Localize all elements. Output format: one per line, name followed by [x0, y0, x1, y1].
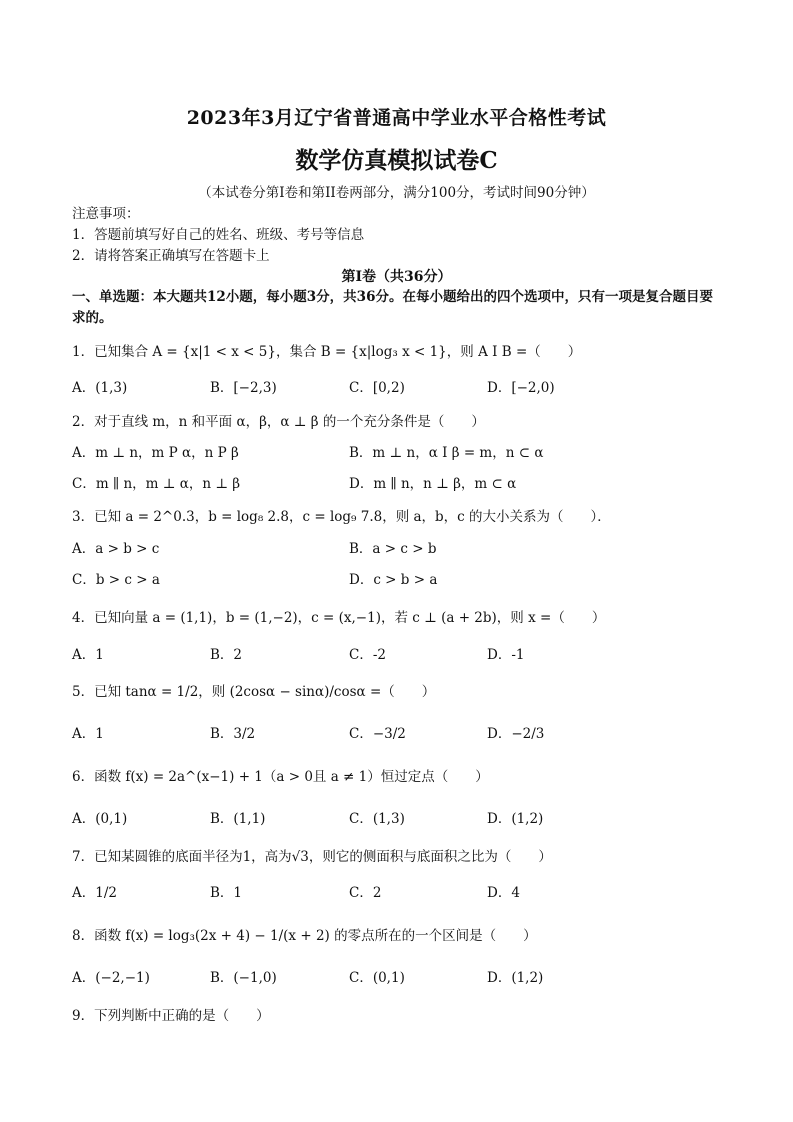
q4-option-d: D．-1: [487, 647, 525, 663]
q4-option-c: C．-2: [349, 647, 386, 663]
question-4: 4．已知向量 a = (1,1)，b = (1,−2)，c = (x,−1)，若 c ⊥ (a + 2b)，则 x =（ ）: [72, 610, 606, 626]
q8-option-d: D．(1,2): [487, 970, 544, 986]
q3-option-c: C．b > c > a: [72, 572, 160, 588]
q1-option-c: C．[0,2): [349, 380, 405, 396]
question-8: 8．函数 f(x) = log₃(2x + 4) − 1/(x + 2) 的零点所在的一个区间是（ ）: [72, 928, 537, 944]
q6-option-a: A．(0,1): [72, 811, 128, 827]
q3-option-a: A．a > b > c: [72, 541, 160, 557]
q1-option-d: D．[−2,0): [487, 380, 555, 396]
q1-option-a: A．(1,3): [72, 380, 128, 396]
q8-option-c: C．(0,1): [349, 970, 405, 986]
q7-option-a: A．1/2: [72, 885, 117, 901]
exam-note: （本试卷分第I卷和第II卷两部分，满分100分，考试时间90分钟）: [198, 185, 595, 201]
question-6: 6．函数 f(x) = 2a^(x−1) + 1（a > 0且 a ≠ 1）恒过定点（ ）: [72, 769, 489, 785]
question-2: 2．对于直线 m，n 和平面 α，β，α ⊥ β 的一个充分条件是（ ）: [72, 414, 485, 430]
question-9: 9．下列判断中正确的是（ ）: [72, 1008, 270, 1024]
q5-option-a: A．1: [72, 726, 104, 742]
q2-option-d: D．m ∥ n，n ⊥ β，m ⊂ α: [349, 476, 517, 492]
q6-option-b: B．(1,1): [210, 811, 266, 827]
section-heading: 一、单选题：本大题共12小题，每小题3分，共36分。在每小题给出的四个选项中，只有一项是复合题目要求的。: [72, 289, 713, 326]
q5-option-c: C．−3/2: [349, 726, 406, 742]
q2-option-a: A．m ⊥ n，m P α，n P β: [72, 445, 239, 461]
part-title: 第I卷（共36分）: [341, 269, 452, 285]
exam-title: 2023年3月辽宁省普通高中学业水平合格性考试: [186, 107, 607, 129]
notice-item-1: 1．答题前填写好自己的姓名、班级、考号等信息: [72, 227, 365, 243]
q6-option-d: D．(1,2): [487, 811, 544, 827]
q5-option-d: D．−2/3: [487, 726, 545, 742]
exam-subtitle: 数学仿真模拟试卷C: [295, 147, 498, 174]
q7-option-c: C．2: [349, 885, 382, 901]
q8-option-b: B．(−1,0): [210, 970, 277, 986]
notice-item-2: 2．请将答案正确填写在答题卡上: [72, 248, 270, 264]
question-7: 7．已知某圆锥的底面半径为1，高为√3，则它的侧面积与底面积之比为（ ）: [72, 849, 552, 865]
notice-heading: 注意事项：: [72, 206, 140, 222]
q1-option-b: B．[−2,3): [210, 380, 277, 396]
q8-option-a: A．(−2,−1): [72, 970, 150, 986]
q6-option-c: C．(1,3): [349, 811, 405, 827]
question-5: 5．已知 tanα = 1/2，则 (2cosα − sinα)/cosα =（ ）: [72, 684, 436, 700]
q4-option-b: B．2: [210, 647, 243, 663]
q2-option-b: B．m ⊥ n，α I β = m，n ⊂ α: [349, 445, 544, 461]
q7-option-b: B．1: [210, 885, 243, 901]
q3-option-b: B．a > c > b: [349, 541, 437, 557]
q7-option-d: D．4: [487, 885, 520, 901]
question-1: 1．已知集合 A = {x|1 < x < 5}，集合 B = {x|log₃ x < 1}，则 A I B =（ ）: [72, 344, 582, 360]
q3-option-d: D．c > b > a: [349, 572, 438, 588]
q2-option-c: C．m ∥ n，m ⊥ α，n ⊥ β: [72, 476, 241, 492]
q4-option-a: A．1: [72, 647, 104, 663]
q5-option-b: B．3/2: [210, 726, 256, 742]
question-3: 3．已知 a = 2^0.3，b = log₈ 2.8，c = log₉ 7.8，则 a，b，c 的大小关系为（ ）．: [72, 509, 611, 525]
